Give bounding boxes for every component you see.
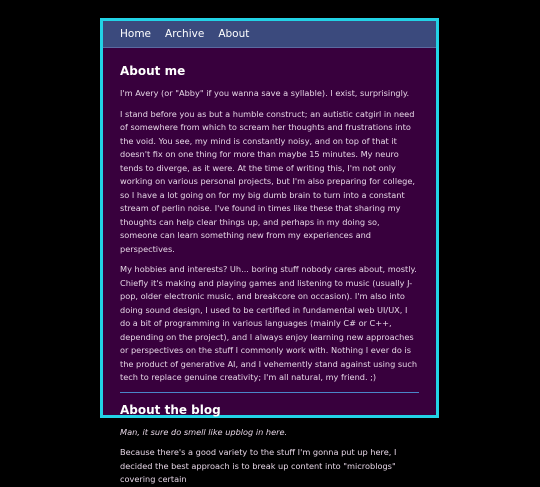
tagline-text: Man, it sure do smell like upblog in here. (120, 426, 288, 437)
about-me-intro: I'm Avery (or "Abby" if you wanna save a syllable). I exist, surprisingly. (120, 88, 410, 98)
about-me-heading: About me (120, 64, 186, 78)
page-frame (100, 18, 439, 484)
about-me-paragraph-2: I stand before you as but a humble construct; an autistic catgirl in need of somewhere from which to scream her thoughts and frustrations into the void. You see, my mind is constantly noisy, and on top of that it doesn't fix on one thing for more than maybe 15 minutes. My neuro tends to diverge, as it were. At the time of writing this, I'm not only working on various personal projects, but I'm also preparing for college, so I have a lot going on for my big dumb brain to turn into a constant stream of perlin noise. I've found in times like these that sharing my thoughts can help clear things up, and perhaps in my doing so, someone can learn something new from my experiences and perspectives. (120, 108, 415, 254)
about-blog-heading: About the blog (120, 402, 221, 417)
nav-archive-link[interactable]: Archive (165, 28, 205, 40)
nav-about-link[interactable]: About (218, 28, 250, 40)
main-content (103, 48, 436, 487)
nav-home-link[interactable]: Home (120, 28, 152, 40)
about-blog-tagline (120, 426, 419, 440)
about-me-paragraph-3: My hobbies and interests? Uh... boring stuff nobody cares about, mostly. Chiefly it's making and playing games and listening to music (usually J-pop, older electronic music, and breakcore on occasion). I'm also into doing sound design, I used to be certified in fundamental web UI/UX, I do a bit of programming in various languages (mainly C# or C++, depending on the project), and I always enjoy learning new approaches or perspectives on the stuff I commonly work with. Nothing I ever do is the product of generative AI, and I vehemently stand against using such tech to replace genuine creativity; I'm all natural, my friend. ;) (120, 264, 418, 382)
about-blog-paragraph-1: Because there's a good variety to the stuff I'm gonna put up here, I decided the best approach is to break up content into "microblogs" covering certain (120, 447, 397, 484)
top-nav (103, 21, 436, 48)
section-divider (120, 392, 419, 393)
